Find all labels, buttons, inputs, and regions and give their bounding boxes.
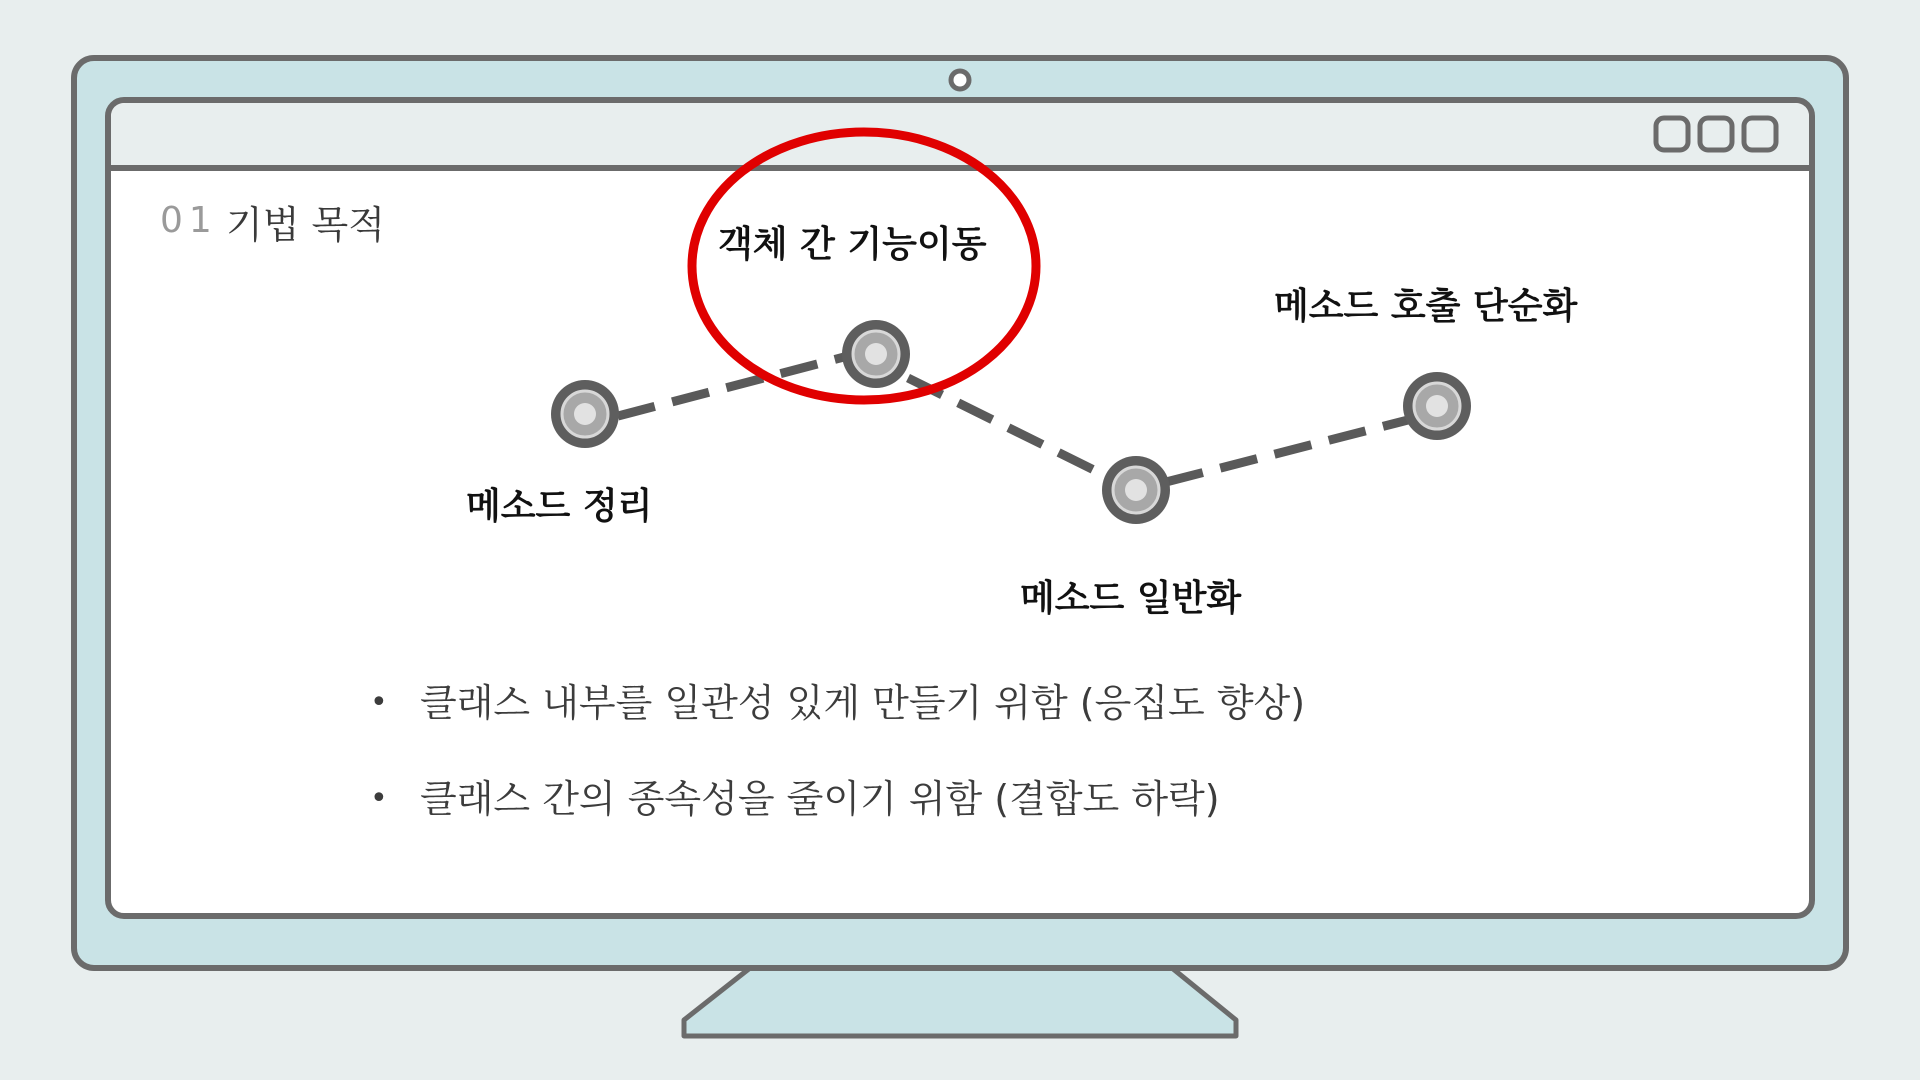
diagram-node bbox=[842, 320, 910, 388]
node-label-move-between-objects: 객체 간 기능이동 bbox=[718, 224, 987, 265]
slide-title: 기법 목적 bbox=[226, 203, 385, 247]
diagram-node bbox=[1403, 372, 1471, 440]
list-item bbox=[360, 766, 1305, 862]
node-label-method-cleanup: 메소드 정리 bbox=[466, 486, 653, 527]
bullet-list bbox=[360, 670, 1305, 862]
list-item bbox=[360, 670, 1305, 766]
bullet-icon: • bbox=[370, 685, 388, 720]
bullet-text: 클래스 간의 종속성을 줄이기 위함 (결합도 하락) bbox=[420, 777, 1220, 821]
bullet-icon: • bbox=[370, 781, 388, 816]
diagram-node bbox=[1102, 456, 1170, 524]
bullet-text: 클래스 내부를 일관성 있게 만들기 위함 (응집도 향상) bbox=[420, 681, 1306, 725]
monitor-stand bbox=[684, 968, 1236, 1036]
webcam-icon bbox=[951, 71, 969, 89]
diagram-node bbox=[551, 380, 619, 448]
slide-number: 01 bbox=[160, 200, 218, 241]
node-label-method-generalization: 메소드 일반화 bbox=[1020, 578, 1242, 619]
node-label-simplify-method-call: 메소드 호출 단순화 bbox=[1274, 286, 1578, 327]
